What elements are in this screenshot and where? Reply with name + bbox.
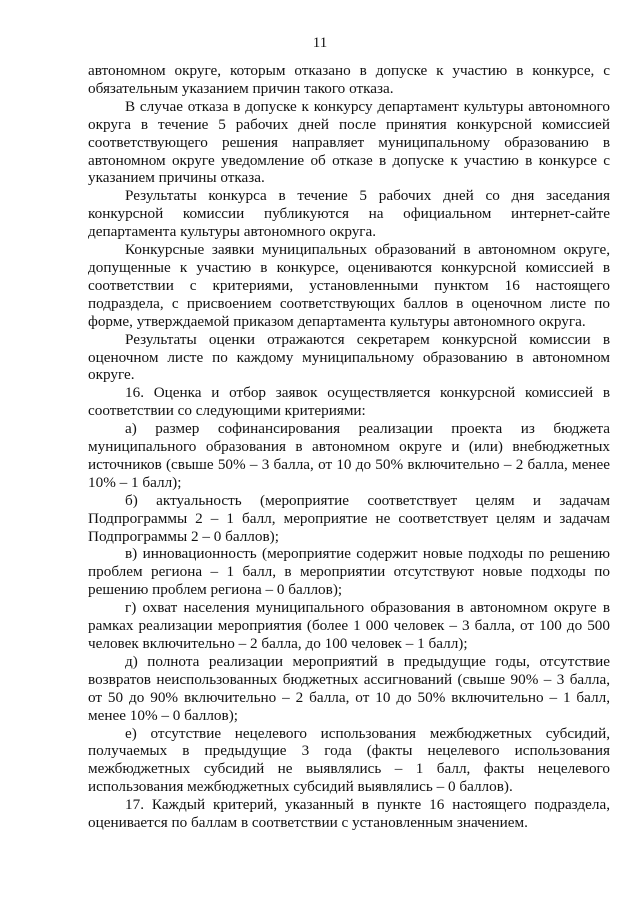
paragraph-continuation: автономном округе, которым отказано в допуске к участию в конкурсе, с обязательным указанием причин такого отказа.: [88, 62, 610, 97]
paragraph-refusal-notice: В случае отказа в допуске к конкурсу департамент культуры автономного округа в течение 5 рабочих дней после принятия конкурсной комиссией соответствующего решения направляет муниципальному образованию в автономном округе уведомление об отказе в допуске к участию в конкурсе с указанием причины отказа.: [88, 97, 610, 187]
document-body: [88, 62, 610, 832]
criterion-d: д) полнота реализации мероприятий в предыдущие годы, отсутствие возвратов неиспользованных бюджетных ассигнований (свыше 90% – 3 балла, от 50 до 90% включительно – 2 балла, от 10 до 50% включительно – 1 балл, менее 10% – 0 баллов);: [88, 652, 610, 724]
paragraph-results-publication: Результаты конкурса в течение 5 рабочих дней со дня заседания конкурсной комиссии публикуются на официальном интернет-сайте департамента культуры автономного округа.: [88, 187, 610, 241]
criterion-a: а) размер софинансирования реализации проекта из бюджета муниципального образования в автономном округе и (или) внебюджетных источников (свыше 50% – 3 балла, от 10 до 50% включительно – 2 балла, менее 10% – 1 балл);: [88, 420, 610, 491]
paragraph-evaluation-results: Результаты оценки отражаются секретарем конкурсной комиссии в оценочном листе по каждому муниципальному образованию в автономном округе.: [88, 330, 610, 384]
criterion-e: е) отсутствие нецелевого использования межбюджетных субсидий, получаемых в предыдущие 3 года (факты нецелевого использования межбюджетных субсидий не выявлялись – 1 балл, факты нецелевого использования межбюджетных субсидий выявлялись – 0 баллов).: [88, 724, 610, 796]
paragraph-applications-evaluation: Конкурсные заявки муниципальных образований в автономном округе, допущенные к участию в конкурсе, оцениваются конкурсной комиссией в соответствии с критериями, установленными пунктом 16 настоящего подраздела, с присвоением соответствующих баллов в оценочном листе по форме, утверждаемой приказом департамента культуры автономного округа.: [88, 241, 610, 330]
paragraph-clause-17: 17. Каждый критерий, указанный в пункте 16 настоящего подраздела, оценивается по баллам в соответствии с установленным значением.: [88, 796, 610, 832]
criterion-b: б) актуальность (мероприятие соответствует целям и задачам Подпрограммы 2 – 1 балл, мероприятие не соответствует целям и задачам Подпрограммы 2 – 0 баллов);: [88, 491, 610, 545]
criterion-v: в) инновационность (мероприятие содержит новые подходы по решению проблем региона – 1 балл, в мероприятии отсутствуют новые подходы по решению проблем региона – 0 баллов);: [88, 545, 610, 599]
page-number: 11: [312, 35, 328, 51]
paragraph-clause-16: 16. Оценка и отбор заявок осуществляется конкурсной комиссией в соответствии со следующими критериями:: [88, 384, 610, 420]
criterion-g: г) охват населения муниципального образования в автономном округе в рамках реализации мероприятия (более 1 000 человек – 3 балла, от 100 до 500 человек включительно – 2 балла, до 100 человек – 1 балл);: [88, 599, 610, 652]
